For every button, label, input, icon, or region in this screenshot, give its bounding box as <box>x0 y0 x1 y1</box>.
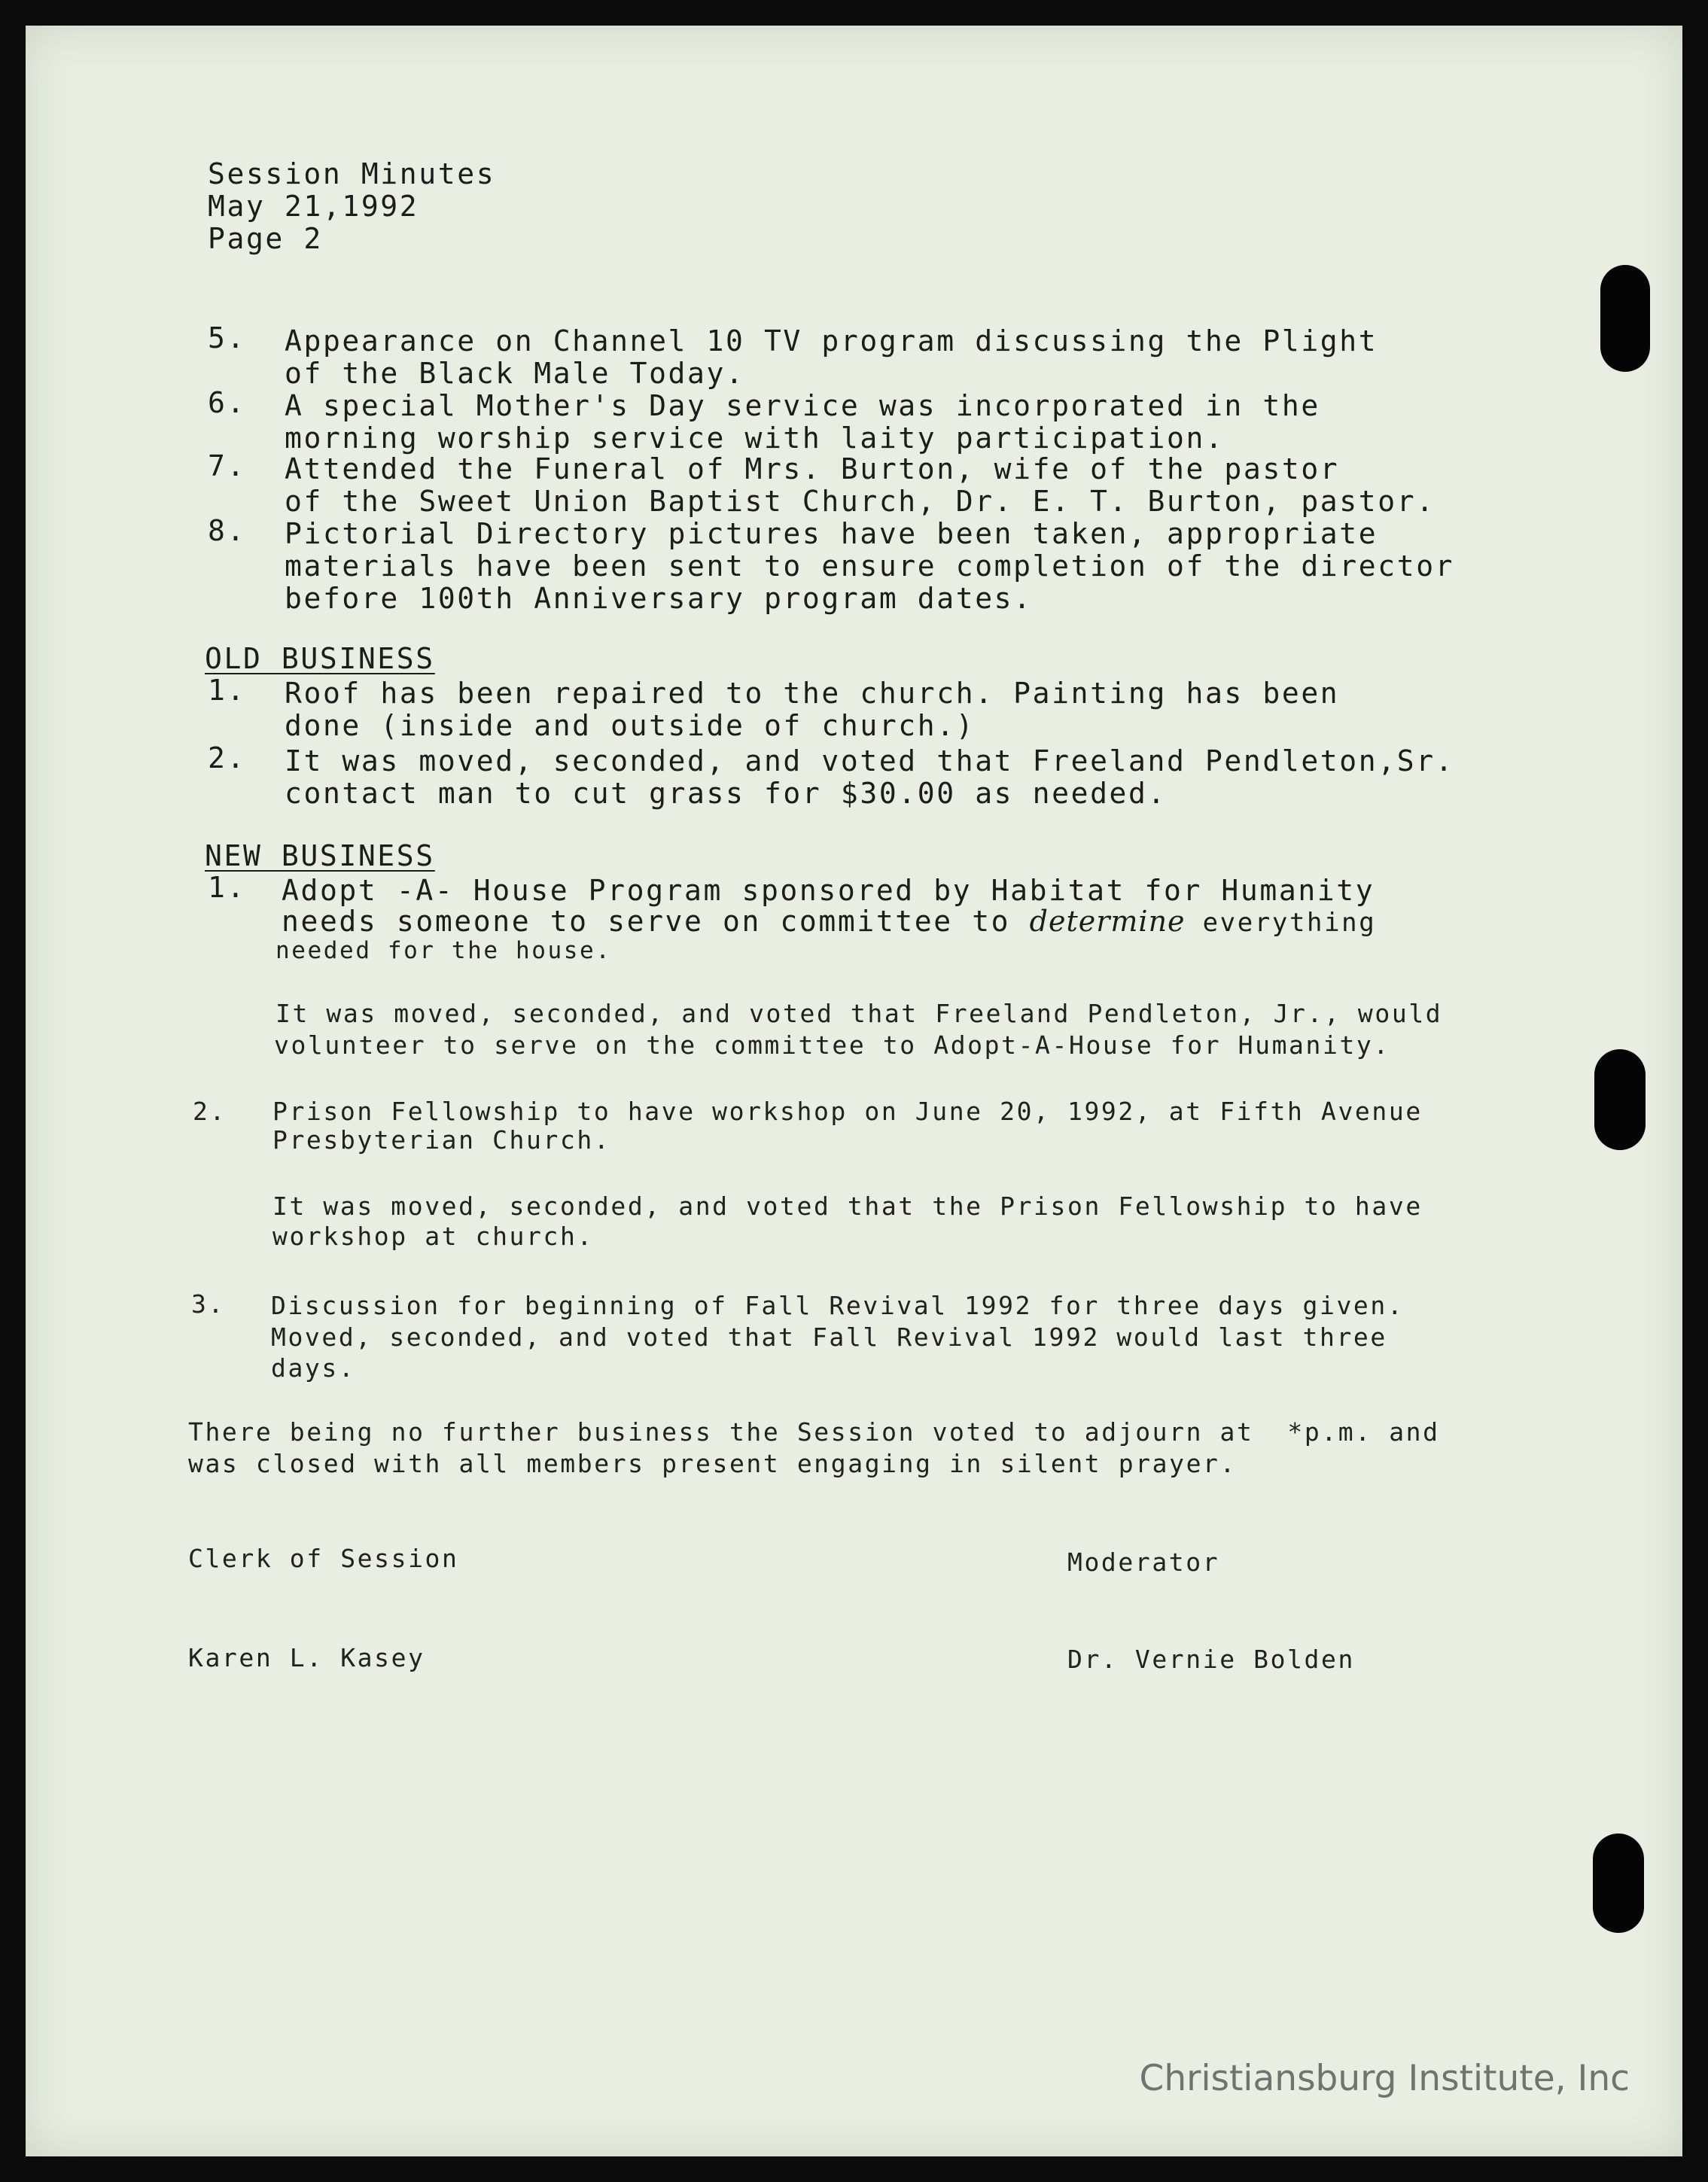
item-number: 6. <box>208 386 246 419</box>
moderator-title: Moderator <box>1067 1547 1220 1577</box>
binder-hole-middle <box>1594 1049 1646 1150</box>
item-line: morning worship service with laity participation. <box>285 421 1225 455</box>
motion-line: workshop at church. <box>272 1222 594 1251</box>
item-line: days. <box>271 1353 356 1383</box>
item-line: contact man to cut grass for $30.00 as needed. <box>285 777 1167 810</box>
item-line: Prison Fellowship to have workshop on June 20, 1992, at Fifth Avenue <box>272 1097 1423 1126</box>
item-line: Adopt -A- House Program sponsored by Habitat for Humanity <box>282 874 1375 907</box>
old-business-heading: OLD BUSINESS <box>205 642 435 675</box>
item-line: Moved, seconded, and voted that Fall Revival 1992 would last three <box>271 1322 1387 1352</box>
item-line: of the Sweet Union Baptist Church, Dr. E. T. Burton, pastor. <box>285 485 1436 518</box>
binder-hole-top <box>1600 265 1650 372</box>
moderator-name: Dr. Vernie Bolden <box>1067 1645 1355 1674</box>
item-line: before 100th Anniversary program dates. <box>285 582 1033 615</box>
new-business-heading: NEW BUSINESS <box>205 839 435 872</box>
item-line: Pictorial Directory pictures have been taken, appropriate <box>285 517 1378 550</box>
handwritten-insertion: determine <box>1029 905 1186 938</box>
motion-line: It was moved, seconded, and voted that the Prison Fellowship to have <box>272 1191 1423 1221</box>
item-line: Presbyterian Church. <box>272 1125 611 1155</box>
item-line: materials have been sent to ensure completion of the director <box>285 549 1455 583</box>
typed-text: needs someone to serve on committee to <box>282 905 1030 938</box>
clerk-name: Karen L. Kasey <box>188 1643 425 1672</box>
item-line: Roof has been repaired to the church. Painting has been <box>285 677 1340 710</box>
item-number: 8. <box>208 514 246 547</box>
item-number: 1. <box>208 871 246 904</box>
item-line: needed for the house. <box>276 937 612 964</box>
item-line: of the Black Male Today. <box>285 357 745 390</box>
clerk-title: Clerk of Session <box>188 1544 459 1573</box>
header-page: Page 2 <box>208 222 323 255</box>
item-line: Appearance on Channel 10 TV program discussing the Plight <box>285 324 1378 358</box>
item-line: A special Mother's Day service was incorporated in the <box>285 389 1320 422</box>
header-date: May 21,1992 <box>208 190 419 223</box>
typed-text: everything <box>1185 908 1377 938</box>
header-title: Session Minutes <box>208 157 496 190</box>
motion-line: It was moved, seconded, and voted that Freeland Pendleton, Jr., would <box>276 999 1443 1028</box>
item-line: It was moved, seconded, and voted that Freeland Pendleton,Sr. <box>285 744 1455 778</box>
item-number: 1. <box>208 674 246 707</box>
watermark: Christiansburg Institute, Inc <box>1139 2058 1630 2099</box>
item-number: 5. <box>208 321 246 355</box>
closing-line: was closed with all members present engaging in silent prayer. <box>188 1449 1237 1478</box>
item-number: 3. <box>191 1289 225 1319</box>
closing-line: There being no further business the Session voted to adjourn at *p.m. and <box>188 1417 1440 1447</box>
item-line: Discussion for beginning of Fall Revival 1992 for three days given. <box>271 1291 1405 1320</box>
item-number: 7. <box>208 449 246 482</box>
item-line: Attended the Funeral of Mrs. Burton, wife of the pastor <box>285 452 1340 485</box>
item-line: done (inside and outside of church.) <box>285 709 976 742</box>
item-number: 2. <box>193 1097 227 1126</box>
item-number: 2. <box>208 741 246 775</box>
binder-hole-bottom <box>1593 1834 1644 1933</box>
motion-line: volunteer to serve on the committee to Adopt-A-House for Humanity. <box>274 1030 1390 1060</box>
